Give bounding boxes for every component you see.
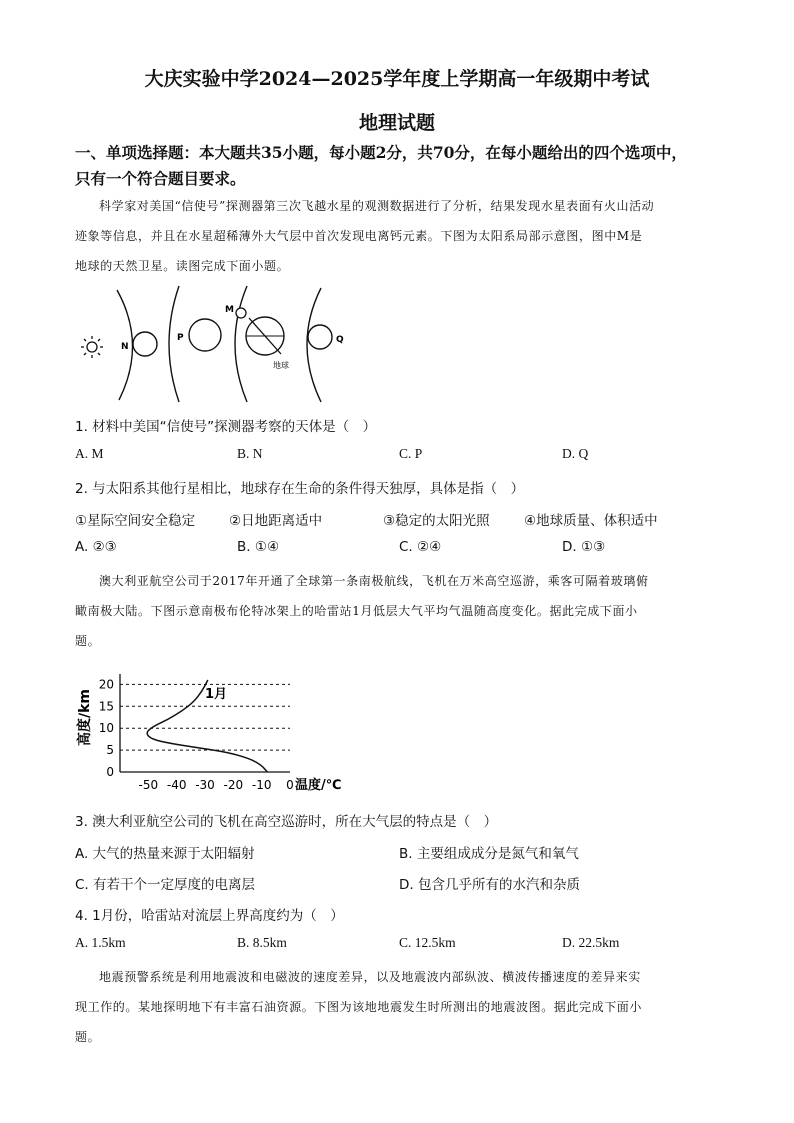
q2-choice-2: ②日地距离适中 [229,513,323,529]
question-1: 1. 材料中美国“信使号”探测器考察的天体是（ ） [75,419,377,435]
passage-3-line2: 现工作的。某地探明地下有丰富石油资源。下图为该地地震发生时所测出的地震波图。据此完成下面小 [75,1000,643,1014]
label-earth: 地球 [273,361,289,370]
x-tick-label: 0 [286,778,294,792]
q2-choice-3: ③稳定的太阳光照 [383,513,490,529]
sun-icon [81,336,103,358]
q2-choice-4: ④地球质量、体积适中 [524,513,658,529]
section-heading-line2: 只有一个符合题目要求。 [75,169,246,188]
q3-option-a[interactable]: A. 大气的热量来源于太阳辐射 [75,846,255,862]
q2-choice-1: ①星际空间安全稳定 [75,513,196,529]
x-tick-label: -10 [251,778,272,792]
y-axis-label: 高度/km [77,688,93,746]
section-heading-line1: 一、单项选择题：本大题共35小题，每小题2分，共70分，在每小题给出的四个选项中， [75,143,687,162]
passage-2-line1: 澳大利亚航空公司于2017年开通了全球第一条南极航线，飞机在万米高空巡游，乘客可隔着玻璃俯 [99,574,649,588]
q3-option-b[interactable]: B. 主要组成成分是氮气和氧气 [399,846,579,862]
q4-option-a[interactable]: A. 1.5km [75,935,126,950]
label-n: N [121,342,129,352]
y-tick-label: 10 [98,721,114,736]
passage-2-line3: 题。 [75,634,101,648]
passage-3-line3: 题。 [75,1030,101,1044]
passage-1 [75,191,720,281]
y-tick-label: 5 [106,743,114,758]
q2-option-d[interactable]: D. ①③ [562,539,606,555]
y-tick-labels [99,677,114,779]
question-4: 4. 1月份，哈雷站对流层上界高度约为（ ） [75,908,344,924]
planet-p [189,319,221,351]
orbit-p [169,286,179,402]
q4-option-d[interactable]: D. 22.5km [562,935,620,950]
x-tick-label: -20 [223,778,244,792]
chart-annotation-jan: 1月 [205,687,228,702]
passage-3-line1: 地震预警系统是利用地震波和电磁波的速度差异，以及地震波内部纵波、横波传播速度的差异来实 [99,970,641,984]
q1-option-b[interactable]: B. N [237,446,263,461]
q2-option-b[interactable]: B. ①④ [237,539,280,555]
y-tick-label: 0 [106,765,114,779]
passage-3 [75,962,720,1052]
passage-2-line2: 瞰南极大陆。下图示意南极布伦特冰架上的哈雷站1月低层大气平均气温随高度变化。据此完成下面小 [75,604,638,618]
planet-q [308,325,332,349]
label-q: Q [336,335,344,345]
question-2: 2. 与太阳系其他行星相比，地球存在生命的条件得天独厚，具体是指（ ） [75,481,525,497]
q4-option-c[interactable]: C. 12.5km [399,935,456,950]
y-tick-label: 15 [98,699,114,714]
solar-system-diagram [75,282,365,404]
q3-option-d[interactable]: D. 包含几乎所有的水汽和杂质 [399,877,580,893]
orbit-earth [235,286,247,402]
y-tick-label: 20 [98,677,114,692]
moon-m [236,308,246,318]
q1-option-d[interactable]: D. Q [562,446,589,461]
passage-1-line2: 迹象等信息，并且在水星超稀薄外大气层中首次发现电离钙元素。下图为太阳系局部示意图，图中M是 [75,229,643,243]
x-tick-label: -30 [195,778,215,792]
temperature-altitude-chart [75,662,345,792]
passage-1-line1: 科学家对美国“信使号”探测器第三次飞越水星的观测数据进行了分析，结果发现水星表面有火山活动 [99,199,655,213]
label-m: M [225,305,234,315]
passage-1-line3: 地球的天然卫星。读图完成下面小题。 [75,259,290,273]
planet-n [133,332,157,356]
exam-title: 大庆实验中学2024—2025学年度上学期高一年级期中考试 [144,68,650,90]
x-tick-label: -40 [166,778,187,792]
x-tick-labels [139,778,294,792]
exam-subtitle: 地理试题 [358,112,435,134]
passage-2 [75,566,720,656]
q4-option-b[interactable]: B. 8.5km [237,935,287,950]
q1-option-a[interactable]: A. M [75,446,104,461]
q2-option-c[interactable]: C. ②④ [399,539,442,555]
q3-option-c[interactable]: C. 有若干个一定厚度的电离层 [75,877,256,893]
q1-option-c[interactable]: C. P [399,446,423,461]
q2-option-a[interactable]: A. ②③ [75,539,117,555]
question-3: 3. 澳大利亚航空公司的飞机在高空巡游时，所在大气层的特点是（ ） [75,814,498,830]
x-axis-label: 温度/℃ [295,778,342,792]
section-heading [75,140,735,192]
x-tick-label: -50 [138,778,159,792]
label-p: P [177,333,184,343]
